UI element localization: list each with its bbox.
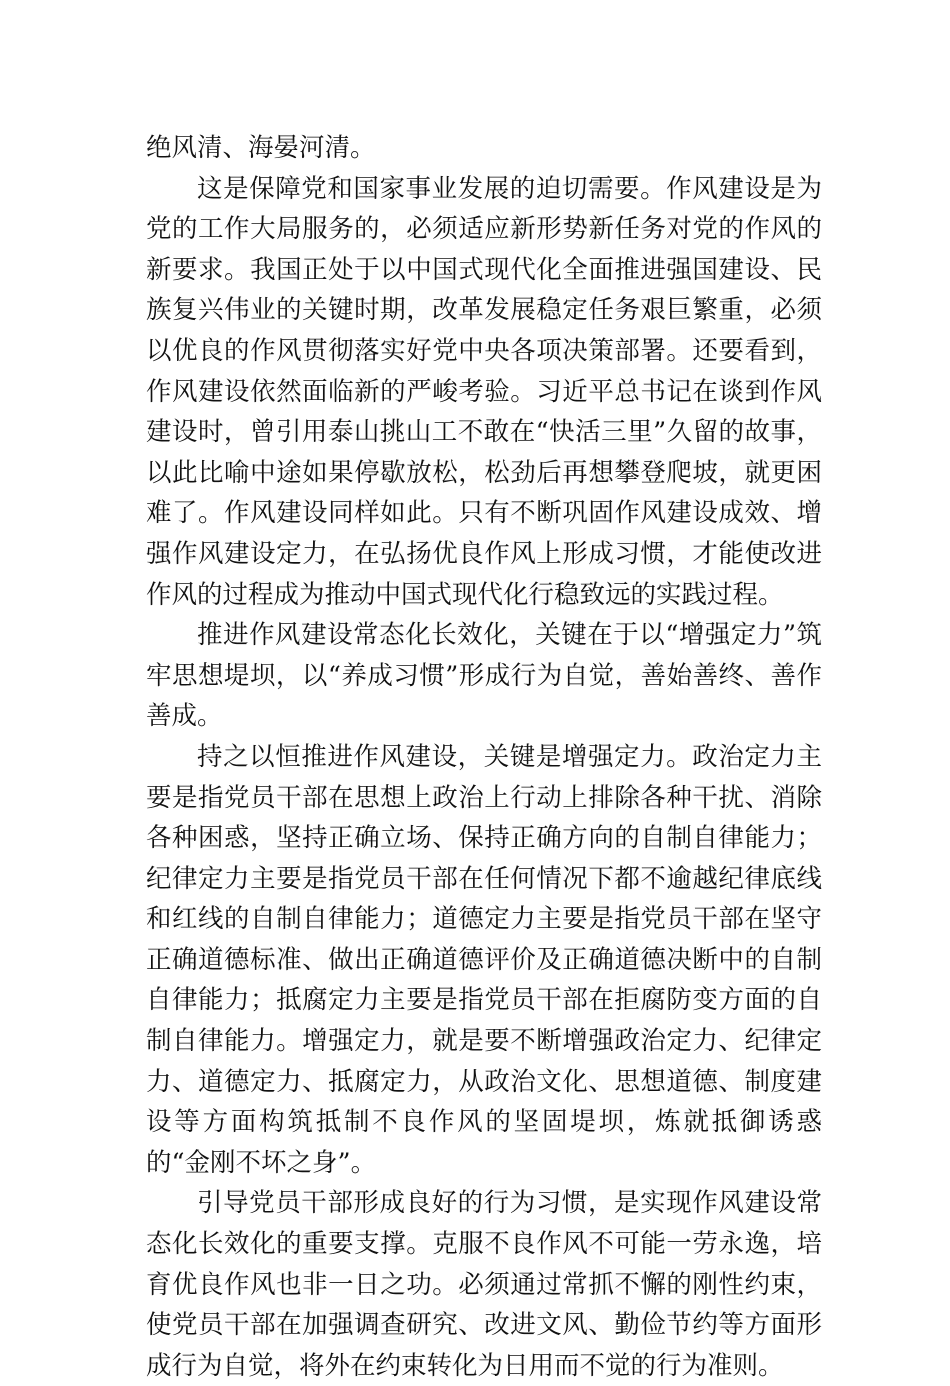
paragraph: 推进作风建设常态化长效化，关键在于以“增强定力”筑牢思想堤坝，以“养成习惯”形成行为自觉，善始善终、善作善成。 xyxy=(146,620,822,732)
paragraph: 引导党员干部形成良好的行为习惯，是实现作风建设常态化长效化的重要支撑。克服不良作风不可能一劳永逸，培育优良作风也非一日之功。必须通过常抓不懈的刚性约束，使党员干部在加强调查研究、改进文风、勤俭节约等方面形成行为自觉，将外在约束转化为日用而不觉的行为准则。 xyxy=(146,1188,822,1381)
paragraph: 持之以恒推进作风建设，关键是增强定力。政治定力主要是指党员干部在思想上政治上行动上排除各种干扰、消除各种困惑，坚持正确立场、保持正确方向的自制自律能力；纪律定力主要是指党员干部在任何情况下都不逾越纪律底线和红线的自制自律能力；道德定力主要是指党员干部在坚守正确道德标准、做出正确道德评价及正确道德决断中的自制自律能力；抵腐定力主要是指党员干部在拒腐防变方面的自制自律能力。增强定力，就是要不断增强政治定力、纪律定力、道德定力、抵腐定力，从政治文化、思想道德、制度建设等方面构筑抵制不良作风的坚固堤坝，炼就抵御诱惑的“金刚不坏之身”。 xyxy=(146,741,822,1178)
paragraph-continuation: 绝风清、海晏河清。 xyxy=(146,133,376,163)
document-body xyxy=(146,128,822,1386)
paragraph: 这是保障党和国家事业发展的迫切需要。作风建设是为党的工作大局服务的，必须适应新形势新任务对党的作风的新要求。我国正处于以中国式现代化全面推进强国建设、民族复兴伟业的关键时期，改革发展稳定任务艰巨繁重，必须以优良的作风贯彻落实好党中央各项决策部署。还要看到，作风建设依然面临新的严峻考验。习近平总书记在谈到作风建设时，曾引用泰山挑山工不敢在“快活三里”久留的故事，以此比喻中途如果停歇放松，松劲后再想攀登爬坡，就更困难了。作风建设同样如此。只有不断巩固作风建设成效、增强作风建设定力，在弘扬优良作风上形成习惯，才能使改进作风的过程成为推动中国式现代化行稳致远的实践过程。 xyxy=(146,173,822,610)
